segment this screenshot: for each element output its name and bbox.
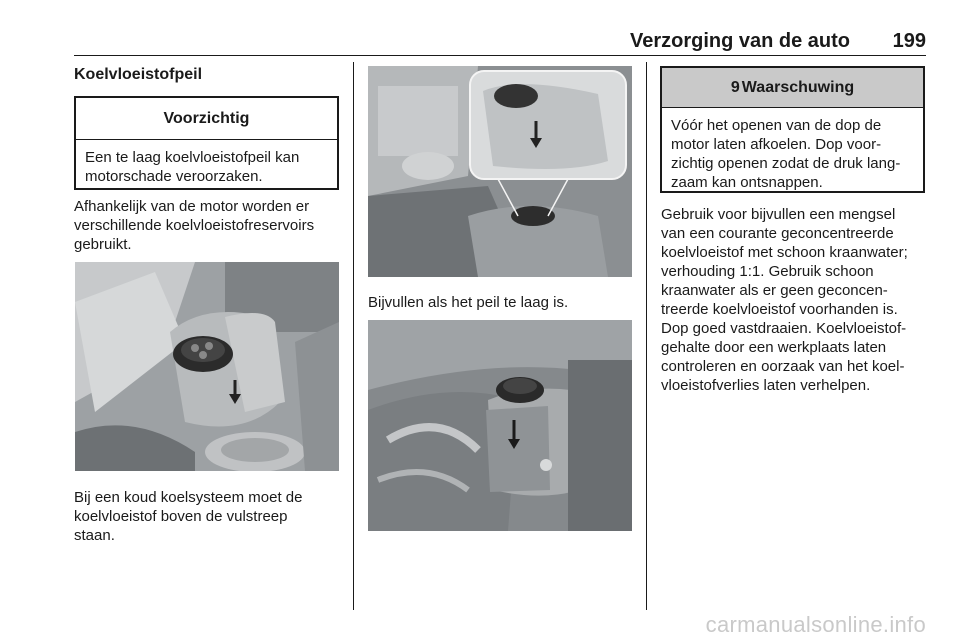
text-line: gehalte door een werkplaats laten <box>661 339 887 356</box>
caution-text <box>76 140 337 194</box>
warning-box <box>660 66 925 193</box>
caution-line: motorschade veroorzaken. <box>85 168 263 185</box>
warning-icon: 9 <box>730 78 740 96</box>
photo-caption: Bijvullen als het peil te laag is. <box>368 294 569 311</box>
warning-line: Vóór het openen van de dop de <box>671 117 882 134</box>
text-line: van een courante geconcentreerde <box>661 225 894 242</box>
text-line: koelvloeistof met schoon kraanwater; <box>661 244 908 261</box>
text-line: Gebruik voor bijvullen een mengsel <box>661 206 896 223</box>
coolant-reservoir-photo-2 <box>368 320 632 531</box>
text-line: verhouding 1:1. Gebruik schoon <box>661 263 874 280</box>
caution-box <box>74 96 339 190</box>
cold-system-paragraph <box>74 488 344 545</box>
text-line: vloeistofverlies laten verhelpen. <box>661 377 871 394</box>
text-line: gebruikt. <box>74 236 132 253</box>
page-number: 199 <box>892 30 926 52</box>
text-line: Afhankelijk van de motor worden er <box>74 198 310 215</box>
warning-text <box>662 108 923 200</box>
text-line: Bij een koud koelsysteem moet de <box>74 489 303 506</box>
text-line: controleren en oorzaak van het koel- <box>661 358 905 375</box>
warning-heading <box>662 68 923 108</box>
caution-heading: Voorzichtig <box>76 98 337 140</box>
text-line: verschillende koelvloeistofreservoirs <box>74 217 315 234</box>
coolant-reservoir-photo-1 <box>75 262 339 471</box>
refill-instructions-paragraph <box>661 205 951 395</box>
watermark: carmanualsonline.info <box>705 612 926 637</box>
text-line: treerde koelvloeistof voorhanden is. <box>661 301 898 318</box>
column-divider-1 <box>353 62 354 610</box>
section-title: Koelvloeistofpeil <box>74 66 203 83</box>
text-line: koelvloeistof boven de vulstreep <box>74 508 288 525</box>
caution-line: Een te laag koelvloeistofpeil kan <box>85 149 300 166</box>
text-line: Dop goed vastdraaien. Koelvloeistof- <box>661 320 907 337</box>
column-divider-2 <box>646 62 647 610</box>
text-line: staan. <box>74 527 115 544</box>
running-header-title: Verzorging van de auto <box>629 30 850 52</box>
intro-paragraph <box>74 197 344 254</box>
text-line: kraanwater als er geen geconcen- <box>661 282 888 299</box>
warning-heading-text: Waarschuwing <box>741 78 855 96</box>
warning-line: zaam kan ontsnappen. <box>671 174 823 191</box>
warning-line: motor laten afkoelen. Dop voor- <box>671 136 882 153</box>
engine-bay-photo <box>368 66 632 277</box>
warning-line: zichtig openen zodat de druk lang- <box>671 155 901 172</box>
header-rule <box>74 55 926 56</box>
